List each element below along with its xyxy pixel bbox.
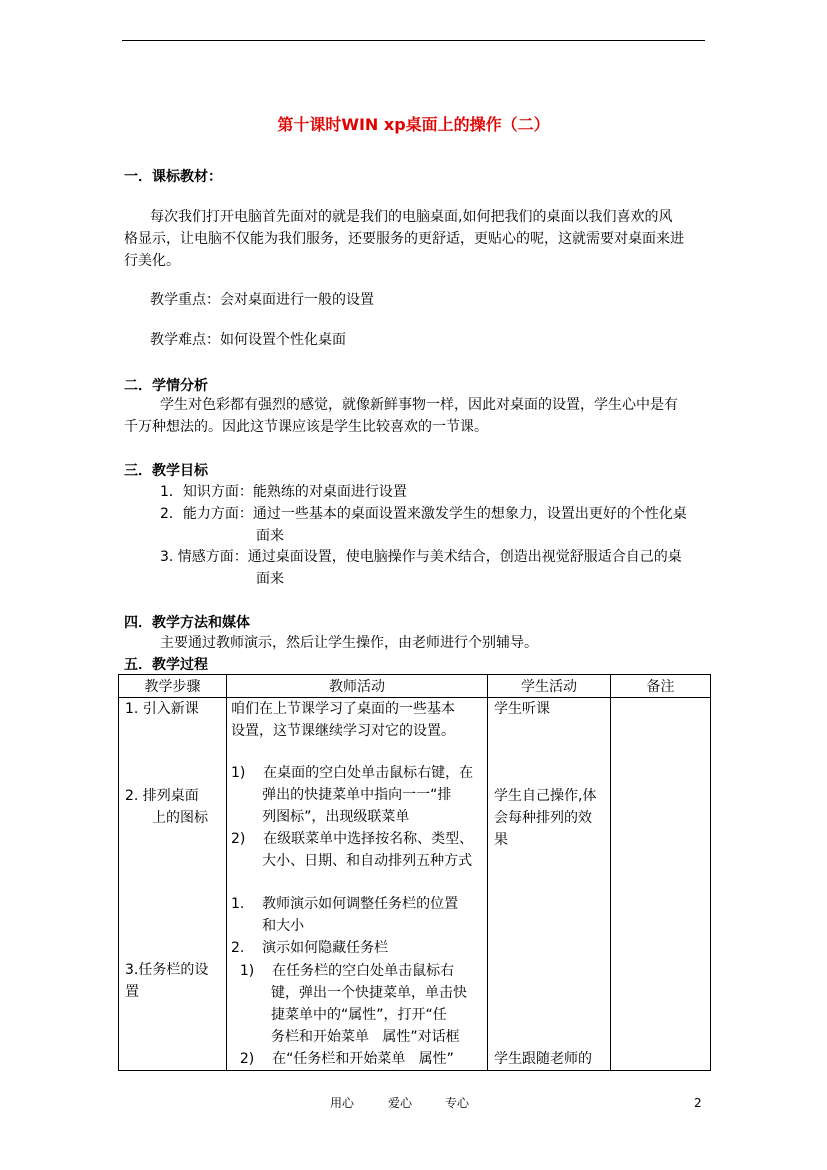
student-line: 学生听课 <box>494 701 550 717</box>
teacher-line: 列图标”，出现级联菜单 <box>231 809 410 825</box>
step-taskbar-cont: 置 <box>125 984 139 1000</box>
teaching-process-table <box>118 674 711 1071</box>
step-column <box>119 698 227 1071</box>
teacher-column <box>227 698 488 1071</box>
teacher-line: 2) 在级联菜单中选择按名称、类型、 <box>231 831 474 847</box>
student-line: 果 <box>494 832 508 848</box>
teacher-line: 务栏和开始菜单 属性”对话框 <box>231 1029 460 1045</box>
teacher-line: 捷菜单中的“属性”，打开“任 <box>231 1007 447 1023</box>
goal-emotion: 3. 情感方面：通过桌面设置，使电脑操作与美术结合，创造出视觉舒服适合自己的桌 <box>160 549 682 565</box>
section-2-para-line: 千万种想法的。因此这节课应该是学生比较喜欢的一节课。 <box>124 419 488 435</box>
student-line: 学生自己操作,体 <box>494 788 597 804</box>
step-arrange-icons-cont: 上的图标 <box>152 810 208 826</box>
section-1-para-line: 每次我们打开电脑首先面对的就是我们的电脑桌面,如何把我们的桌面以我们喜欢的风 <box>150 209 673 225</box>
table-header-row <box>119 675 711 698</box>
section-heading-2: 二．学情分析 <box>124 378 208 394</box>
header-rule <box>122 40 705 41</box>
step-intro: 1. 引入新课 <box>125 701 199 717</box>
footer-motto: 爱心 <box>388 1096 413 1110</box>
teaching-focus: 教学重点：会对桌面进行一般的设置 <box>150 292 374 308</box>
page-title: 第十课时WIN xp桌面上的操作（二） <box>277 115 550 134</box>
student-column <box>488 698 611 1071</box>
header-student: 学生活动 <box>488 675 611 698</box>
teacher-line: 大小、日期、和自动排列五种方式 <box>231 853 473 869</box>
goal-knowledge: 1．知识方面：能熟练的对桌面进行设置 <box>160 484 407 500</box>
student-line: 会每种排列的效 <box>494 810 592 826</box>
teacher-line: 弹出的快捷菜单中指向一一“排 <box>231 787 452 803</box>
student-line: 学生跟随老师的 <box>494 1051 592 1067</box>
teacher-line: 1) 在任务栏的空白处单击鼠标右 <box>231 963 455 979</box>
notes-column <box>611 698 711 1071</box>
section-2-para-line: 学生对色彩都有强烈的感觉，就像新鲜事物一样，因此对桌面的设置，学生心中是有 <box>160 397 678 413</box>
section-1-para-line: 行美化。 <box>124 253 180 269</box>
teacher-line: 咱们在上节课学习了桌面的一些基本 <box>231 701 455 717</box>
section-heading-1: 一．课标教材： <box>124 169 222 185</box>
header-teacher: 教师活动 <box>227 675 488 698</box>
page-number: 2 <box>694 1096 702 1110</box>
teacher-line: 2) 在“任务栏和开始菜单 属性” <box>231 1051 454 1067</box>
goal-ability: 2．能力方面：通过一些基本的桌面设置来激发学生的想象力，设置出更好的个性化桌 <box>160 506 687 522</box>
teacher-line: 设置，这节课继续学习对它的设置。 <box>231 723 455 739</box>
header-notes: 备注 <box>611 675 711 698</box>
header-step: 教学步骤 <box>119 675 227 698</box>
teaching-difficulty: 教学难点：如何设置个性化桌面 <box>150 332 346 348</box>
teacher-line: 和大小 <box>231 918 305 934</box>
section-1-para-line: 格显示，让电脑不仅能为我们服务，还要服务的更舒适，更贴心的呢，这就需要对桌面来进 <box>124 231 684 247</box>
footer-motto: 专心 <box>445 1096 470 1110</box>
step-taskbar: 3.任务栏的设 <box>125 962 209 978</box>
teacher-line: 2. 演示如何隐藏任务栏 <box>231 940 389 956</box>
section-heading-3: 三．教学目标 <box>124 463 208 479</box>
step-arrange-icons: 2. 排列桌面 <box>125 788 199 804</box>
footer-motto: 用心 <box>330 1096 355 1110</box>
teacher-line: 1) 在桌面的空白处单击鼠标右键，在 <box>231 765 474 781</box>
teacher-line: 1. 教师演示如何调整任务栏的位置 <box>231 896 459 912</box>
section-heading-4: 四．教学方法和媒体 <box>124 615 250 631</box>
goal-ability-cont: 面来 <box>256 528 284 544</box>
teacher-line: 键，弹出一个快捷菜单，单击快 <box>231 985 468 1001</box>
section-heading-5: 五．教学过程 <box>124 657 208 673</box>
goal-emotion-cont: 面来 <box>256 571 284 587</box>
table-row <box>119 698 711 1071</box>
section-4-para: 主要通过教师演示，然后让学生操作，由老师进行个别辅导。 <box>160 635 538 651</box>
